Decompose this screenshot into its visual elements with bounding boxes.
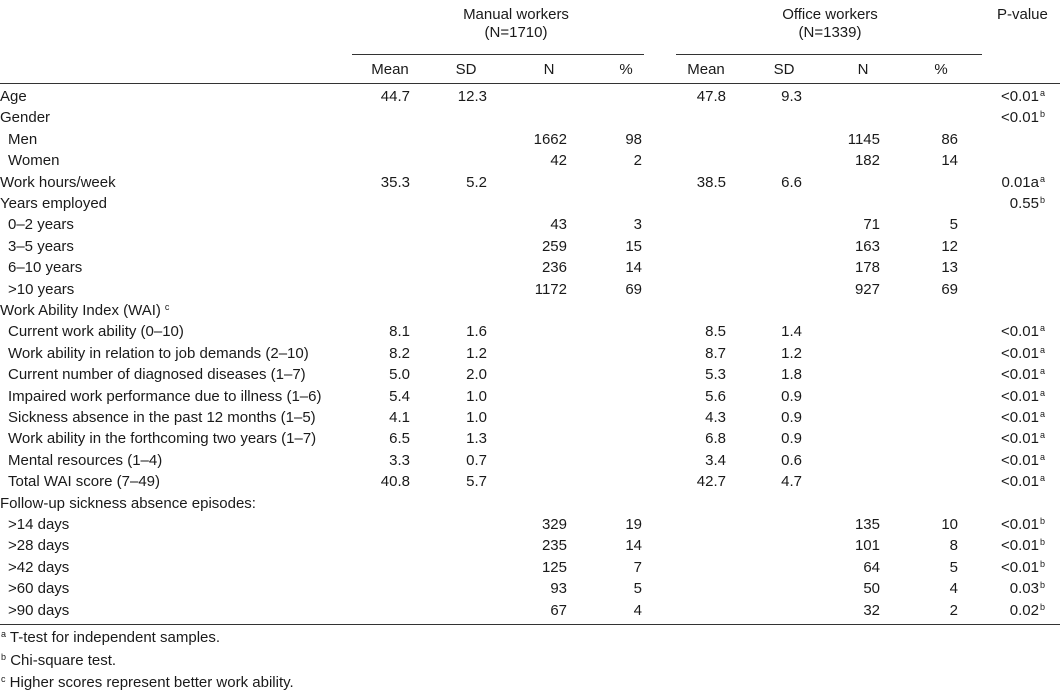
pvalue-text: <0.01 <box>1001 516 1039 533</box>
row-label-text: Follow-up sickness absence episodes: <box>0 494 256 512</box>
row-label-text: >10 years <box>8 280 75 298</box>
row-label <box>8 537 69 554</box>
footnote-c-text: Higher scores represent better work ability. <box>9 674 294 691</box>
cell-o-mean: 47.8 <box>696 88 726 105</box>
cell-m-n: 259 <box>541 237 567 255</box>
cell-o-n: 71 <box>863 216 880 234</box>
cell-m-mean: 6.5 <box>389 430 410 448</box>
table-row <box>0 495 1060 516</box>
cell-pvalue <box>1001 323 1045 340</box>
cell-o-sd: 1.8 <box>781 366 802 384</box>
row-label-text: Work ability in the forthcoming two years (1–7) <box>8 430 317 448</box>
col-header-manual-pct: % <box>619 61 633 78</box>
pvalue-text: 0.03 <box>1009 580 1039 598</box>
cell-m-n: 67 <box>550 601 567 619</box>
pvalue-footnote-mark: a <box>1039 451 1045 462</box>
pvalue-footnote-mark: b <box>1039 516 1045 526</box>
manual-group-rule <box>352 54 644 55</box>
row-label-text: Years employed <box>0 195 108 212</box>
cell-m-pct: 2 <box>633 152 642 170</box>
row-label <box>8 323 184 340</box>
cell-m-n: 1172 <box>534 280 567 298</box>
row-label <box>0 88 27 105</box>
cell-m-n: 93 <box>550 580 567 598</box>
row-label-text: Impaired work performance due to illness (1–6) <box>8 387 322 405</box>
cell-pvalue <box>1010 580 1045 597</box>
table-row <box>0 366 1060 387</box>
row-label-text: Age <box>0 88 27 105</box>
cell-o-sd: 6.6 <box>781 173 802 191</box>
row-label-text: Total WAI score (7–49) <box>8 473 160 491</box>
pvalue-footnote-mark: b <box>1039 109 1045 120</box>
cell-o-mean: 5.6 <box>705 387 726 405</box>
cell-m-sd: 1.3 <box>466 430 487 448</box>
row-label <box>0 495 256 512</box>
row-label <box>8 281 74 298</box>
row-label <box>8 430 316 447</box>
office-group-rule <box>676 54 982 55</box>
row-label-text: >28 days <box>8 537 70 555</box>
cell-m-sd: 1.2 <box>466 344 487 362</box>
footnote-b-mark: b <box>1 652 7 662</box>
table-row <box>0 259 1060 280</box>
table-row <box>0 516 1060 537</box>
pvalue-footnote-mark: a <box>1039 88 1045 98</box>
pvalue-footnote-mark: b <box>1039 580 1045 591</box>
footnote-a <box>0 629 220 646</box>
office-workers-title <box>750 6 910 42</box>
row-label-text: Work ability in relation to job demands (2–10) <box>8 344 309 362</box>
cell-pvalue <box>1001 109 1045 126</box>
row-label <box>8 559 69 576</box>
cell-o-sd: 0.9 <box>781 430 802 448</box>
row-label <box>8 216 74 233</box>
cell-o-sd: 0.9 <box>781 409 802 426</box>
col-header-office-sd: SD <box>773 61 795 78</box>
cell-m-pct: 14 <box>625 537 642 555</box>
cell-o-sd: 0.9 <box>781 387 802 405</box>
table-row <box>0 345 1060 366</box>
cell-m-pct: 19 <box>625 516 642 533</box>
cell-m-pct: 14 <box>625 259 642 277</box>
pvalue-footnote-mark: a <box>1039 323 1045 334</box>
cell-o-n: 32 <box>863 601 880 619</box>
cell-m-n: 43 <box>550 216 567 234</box>
table-row <box>0 195 1060 216</box>
pvalue-text: 0.01a <box>1001 173 1039 191</box>
row-label <box>8 473 160 490</box>
cell-o-mean: 3.4 <box>705 451 726 469</box>
cell-pvalue <box>1001 345 1045 362</box>
row-label-text: >60 days <box>8 580 70 598</box>
pvalue-footnote-mark: a <box>1039 344 1045 355</box>
row-label-text: Mental resources (1–4) <box>8 451 163 469</box>
cell-m-sd: 1.6 <box>466 323 487 341</box>
cell-o-mean: 38.5 <box>696 173 726 191</box>
cell-m-n: 235 <box>541 537 567 555</box>
pvalue-text: <0.01 <box>1001 430 1039 448</box>
pvalue-footnote-mark: a <box>1039 173 1045 184</box>
cell-m-pct: 4 <box>633 601 642 619</box>
row-label <box>8 259 82 276</box>
cell-o-mean: 8.5 <box>705 323 726 341</box>
col-header-office-mean: Mean <box>687 61 725 78</box>
pvalue-footnote-mark: a <box>1039 409 1045 419</box>
row-label-text: 0–2 years <box>8 216 74 234</box>
cell-m-pct: 69 <box>625 280 642 298</box>
table-row <box>0 409 1060 430</box>
pvalue-footnote-mark: b <box>1039 195 1045 205</box>
cell-m-mean: 40.8 <box>380 473 410 491</box>
table-row <box>0 152 1060 173</box>
table-row <box>0 430 1060 451</box>
cell-o-pct: 13 <box>941 259 958 277</box>
cell-m-mean: 4.1 <box>389 409 410 426</box>
cell-m-sd: 1.0 <box>466 387 487 405</box>
table-row <box>0 88 1060 109</box>
header-bottom-rule <box>0 83 1060 84</box>
pvalue-text: <0.01 <box>1001 537 1039 555</box>
cell-o-pct: 14 <box>941 152 958 170</box>
table-row <box>0 537 1060 558</box>
cell-o-sd: 1.4 <box>781 323 802 341</box>
row-label-text: 6–10 years <box>8 259 83 277</box>
row-label-text: >14 days <box>8 516 70 533</box>
cell-o-n: 101 <box>854 537 880 555</box>
cell-m-mean: 35.3 <box>380 173 410 191</box>
cell-pvalue <box>1010 195 1045 212</box>
cell-m-n: 329 <box>541 516 567 533</box>
cell-o-n: 178 <box>854 259 880 277</box>
pvalue-text: <0.01 <box>1001 344 1039 362</box>
cell-pvalue <box>1001 409 1045 426</box>
row-label <box>0 109 50 126</box>
row-label-text: Current number of diagnosed diseases (1–7) <box>8 366 306 384</box>
pvalue-footnote-mark: a <box>1039 473 1045 484</box>
cell-o-n: 927 <box>854 280 880 298</box>
footnote-a-mark: a <box>1 629 7 639</box>
pvalue-text: <0.01 <box>1001 473 1039 491</box>
cell-m-pct: 3 <box>633 216 642 234</box>
col-header-office-n: N <box>857 61 869 78</box>
table-row <box>0 109 1060 130</box>
cell-m-n: 1662 <box>533 130 567 148</box>
col-header-manual-n: N <box>543 61 555 78</box>
cell-o-n: 64 <box>863 558 880 576</box>
cell-pvalue <box>1001 452 1045 469</box>
row-label-text: Work Ability Index (WAI) <box>0 302 161 319</box>
pvalue-footnote-mark: b <box>1039 558 1045 569</box>
row-label-text: Men <box>8 130 38 148</box>
cell-o-pct: 5 <box>949 558 958 576</box>
pvalue-text: <0.01 <box>1001 451 1039 469</box>
row-label <box>8 409 316 426</box>
pvalue-text: 0.55 <box>1009 195 1039 212</box>
row-label-text: Sickness absence in the past 12 months (1–5) <box>8 409 316 426</box>
table-row <box>0 174 1060 195</box>
row-label-text: 3–5 years <box>8 237 74 255</box>
cell-o-pct: 12 <box>941 237 958 255</box>
row-label <box>8 580 69 597</box>
table-row <box>0 238 1060 259</box>
table-row <box>0 559 1060 580</box>
cell-o-sd: 9.3 <box>781 88 802 105</box>
row-label <box>8 152 59 169</box>
cell-o-n: 163 <box>854 237 880 255</box>
cell-o-sd: 0.6 <box>781 451 802 469</box>
col-header-office-pct: % <box>934 61 948 78</box>
cell-m-pct: 5 <box>633 580 642 598</box>
pvalue-footnote-mark: a <box>1039 387 1045 398</box>
cell-m-pct: 7 <box>633 558 642 576</box>
office-workers-label: Office workers <box>782 6 878 23</box>
table-row <box>0 452 1060 473</box>
cell-m-sd: 5.7 <box>466 473 487 491</box>
cell-m-pct: 98 <box>625 130 642 148</box>
cell-m-pct: 15 <box>625 237 642 255</box>
cell-o-sd: 4.7 <box>781 473 802 491</box>
cell-o-pct: 2 <box>949 601 958 619</box>
cell-m-mean: 5.0 <box>389 366 410 384</box>
cell-m-sd: 5.2 <box>466 173 487 191</box>
cell-pvalue <box>1001 388 1045 405</box>
footnote-c-mark: c <box>1 674 6 684</box>
row-label <box>8 238 74 255</box>
manual-workers-label: Manual workers <box>463 6 569 23</box>
cell-m-sd: 0.7 <box>466 451 487 469</box>
cell-m-mean: 5.4 <box>389 387 410 405</box>
cell-pvalue <box>1001 537 1045 554</box>
row-label <box>8 345 309 362</box>
office-workers-n: (N=1339) <box>798 24 862 41</box>
cell-o-mean: 8.7 <box>705 344 726 362</box>
footnote-c <box>0 674 294 691</box>
cell-o-n: 50 <box>863 580 880 598</box>
cell-m-n: 125 <box>541 558 567 576</box>
row-label-text: Current work ability (0–10) <box>8 323 184 341</box>
row-label-text: Work hours/week <box>0 173 116 191</box>
manual-workers-n: (N=1710) <box>484 24 548 41</box>
cell-pvalue <box>1001 430 1045 447</box>
table-row <box>0 388 1060 409</box>
table-row <box>0 473 1060 494</box>
cell-o-pct: 10 <box>941 516 958 533</box>
cell-o-mean: 5.3 <box>705 366 726 384</box>
footnote-a-text: T-test for independent samples. <box>9 629 221 646</box>
cell-pvalue <box>1001 88 1045 105</box>
row-label <box>8 516 69 533</box>
cell-pvalue <box>1001 174 1045 191</box>
table-bottom-rule <box>0 624 1060 625</box>
cell-o-mean: 42.7 <box>696 473 726 491</box>
cell-m-n: 42 <box>550 152 567 170</box>
pvalue-text: <0.01 <box>1001 109 1039 127</box>
table-row <box>0 602 1060 623</box>
cell-pvalue <box>1001 473 1045 490</box>
row-label <box>8 602 69 619</box>
manual-workers-title <box>436 6 596 42</box>
pvalue-footnote-mark: b <box>1039 537 1045 548</box>
cell-o-n: 182 <box>854 152 880 170</box>
pvalue-footnote-mark: b <box>1039 601 1045 612</box>
row-label <box>0 174 116 191</box>
cell-o-n: 135 <box>854 516 880 533</box>
cell-o-mean: 6.8 <box>705 430 726 448</box>
pvalue-text: <0.01 <box>1001 366 1039 384</box>
cell-m-n: 236 <box>541 259 567 277</box>
pvalue-footnote-mark: a <box>1039 430 1045 441</box>
cell-o-pct: 86 <box>941 130 958 148</box>
pvalue-text: <0.01 <box>1001 409 1039 426</box>
table-row <box>0 216 1060 237</box>
cell-o-pct: 4 <box>949 580 958 598</box>
table-row <box>0 323 1060 344</box>
pvalue-text: <0.01 <box>1001 88 1039 105</box>
row-label <box>0 195 107 212</box>
pvalue-text: <0.01 <box>1001 558 1039 576</box>
cell-m-mean: 8.1 <box>389 323 410 341</box>
row-label <box>8 131 37 148</box>
cell-o-mean: 4.3 <box>705 409 726 426</box>
row-label-text: Gender <box>0 109 51 127</box>
row-label-text: Women <box>8 152 60 170</box>
row-label <box>8 366 306 383</box>
cell-pvalue <box>1001 366 1045 383</box>
table-row <box>0 131 1060 152</box>
cell-o-sd: 1.2 <box>781 344 802 362</box>
cell-m-mean: 44.7 <box>380 88 410 105</box>
pvalue-header: P-value <box>997 6 1048 23</box>
cell-pvalue <box>1010 602 1045 619</box>
cell-o-n: 1145 <box>847 130 880 148</box>
pvalue-text: <0.01 <box>1001 387 1039 405</box>
pvalue-text: 0.02 <box>1009 601 1039 619</box>
cell-m-mean: 3.3 <box>389 451 410 469</box>
cell-m-sd: 2.0 <box>466 366 487 384</box>
row-label <box>8 452 162 469</box>
col-header-manual-sd: SD <box>455 61 477 78</box>
row-label-footnote-mark: c <box>164 302 170 312</box>
table-row <box>0 302 1060 323</box>
cell-pvalue <box>1001 559 1045 576</box>
row-label <box>8 388 321 405</box>
row-label-text: >42 days <box>8 558 70 576</box>
footnote-b-text: Chi-square test. <box>10 652 117 669</box>
table-row <box>0 580 1060 601</box>
cell-o-pct: 8 <box>949 537 958 555</box>
table-row <box>0 281 1060 302</box>
cell-m-sd: 1.0 <box>466 409 487 426</box>
cell-pvalue <box>1001 516 1045 533</box>
footnote-b <box>0 652 116 669</box>
cell-m-mean: 8.2 <box>389 344 410 362</box>
row-label <box>0 302 169 319</box>
cell-m-sd: 12.3 <box>457 88 487 105</box>
cell-o-pct: 5 <box>949 216 958 234</box>
row-label-text: >90 days <box>8 601 70 619</box>
pvalue-footnote-mark: a <box>1039 366 1045 377</box>
col-header-manual-mean: Mean <box>371 61 409 78</box>
cell-o-pct: 69 <box>941 280 958 298</box>
pvalue-text: <0.01 <box>1001 323 1039 341</box>
